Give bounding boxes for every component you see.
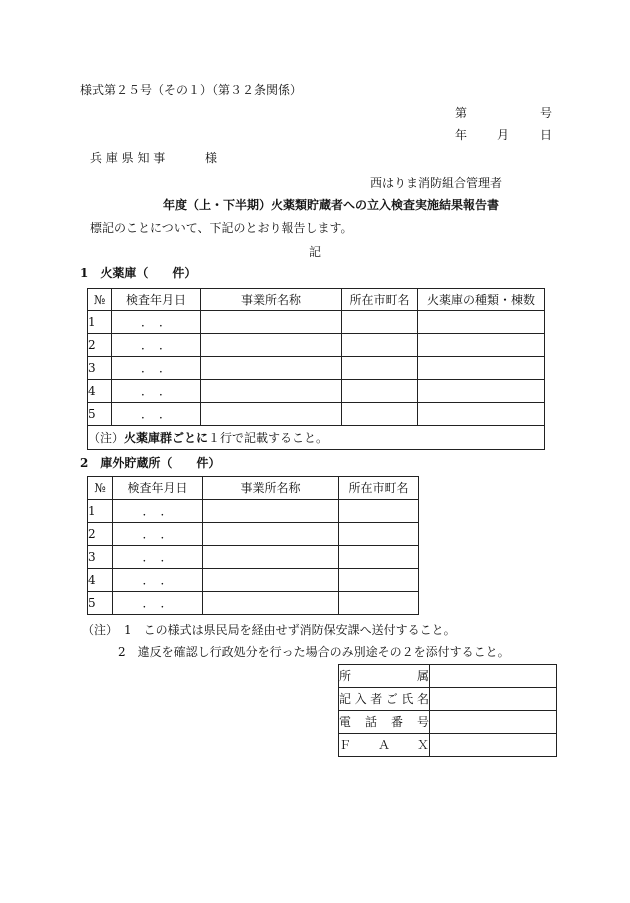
- table-row: [88, 592, 419, 615]
- document-title: 年度（上・下半期）火薬類貯蔵者への立入検査実施結果報告書: [163, 198, 500, 212]
- date-month: 月: [497, 128, 510, 142]
- municipality-cell: [342, 334, 418, 357]
- table-row: [88, 357, 545, 380]
- municipality-cell: [342, 403, 418, 426]
- col-header-business-name: 事業所名称: [201, 289, 342, 311]
- table-note-row: [88, 426, 545, 450]
- municipality-cell: [339, 569, 419, 592]
- business-name-cell: [201, 357, 342, 380]
- section2-heading: 2 庫外貯蔵所（ 件）: [80, 456, 221, 470]
- fax-label: ＦＡＸ: [339, 734, 430, 757]
- table-row: [88, 569, 419, 592]
- business-name-cell: [203, 523, 339, 546]
- row-number: 3: [88, 357, 112, 380]
- row-number: 1: [88, 311, 112, 334]
- affiliation-label: 所属: [339, 665, 430, 688]
- row-number: 1: [88, 500, 113, 523]
- inspection-date-cell: ． ．: [112, 311, 201, 334]
- municipality-cell: [339, 500, 419, 523]
- contact-table: [338, 664, 557, 757]
- municipality-cell: [342, 357, 418, 380]
- table-header-row: [88, 477, 419, 500]
- section1-heading: 1 火薬庫（ 件）: [80, 266, 197, 280]
- outside-storage-table: [87, 476, 419, 615]
- sender: 西はりま消防組合管理者: [370, 176, 503, 190]
- date-year: 年: [455, 128, 468, 142]
- magazine-type-cell: [418, 403, 545, 426]
- inspection-date-cell: ． ．: [113, 523, 203, 546]
- table-header-row: [88, 289, 545, 311]
- table-row: [88, 403, 545, 426]
- ki-mark: 記: [309, 245, 322, 259]
- col-header-municipality: 所在市町名: [342, 289, 418, 311]
- form-number: 様式第２５号（その１）（第３２条関係）: [80, 83, 303, 97]
- footnote-1: （注） 1 この様式は県民局を経由せず消防保安課へ送付すること。: [82, 623, 456, 637]
- business-name-cell: [203, 546, 339, 569]
- col-header-no: №: [88, 477, 113, 500]
- table-row: [88, 523, 419, 546]
- municipality-cell: [339, 523, 419, 546]
- col-header-inspection-date: 検査年月日: [112, 289, 201, 311]
- municipality-cell: [339, 592, 419, 615]
- magazine-type-cell: [418, 334, 545, 357]
- table-row: [88, 334, 545, 357]
- row-number: 4: [88, 569, 113, 592]
- municipality-cell: [342, 311, 418, 334]
- contact-row: [339, 734, 557, 757]
- addressee-honorific: 様: [205, 151, 218, 165]
- col-header-no: №: [88, 289, 112, 311]
- addressee: 兵 庫 県 知 事: [90, 151, 166, 165]
- col-header-inspection-date: 検査年月日: [113, 477, 203, 500]
- fax-value: [430, 734, 557, 757]
- row-number: 2: [88, 334, 112, 357]
- phone-value: [430, 711, 557, 734]
- doc-number-prefix: 第: [455, 106, 468, 120]
- business-name-cell: [203, 500, 339, 523]
- business-name-cell: [203, 569, 339, 592]
- business-name-cell: [203, 592, 339, 615]
- table-row: [88, 500, 419, 523]
- inspection-date-cell: ． ．: [112, 380, 201, 403]
- table-row: [88, 380, 545, 403]
- municipality-cell: [342, 380, 418, 403]
- table-note: [88, 426, 545, 450]
- date-day: 日: [540, 128, 553, 142]
- inspection-date-cell: ． ．: [113, 500, 203, 523]
- author-name-label: 記入者ご氏名: [339, 688, 430, 711]
- magazine-type-cell: [418, 357, 545, 380]
- row-number: 3: [88, 546, 113, 569]
- magazine-type-cell: [418, 311, 545, 334]
- row-number: 4: [88, 380, 112, 403]
- row-number: 2: [88, 523, 113, 546]
- contact-row: [339, 665, 557, 688]
- phone-label: 電話番号: [339, 711, 430, 734]
- inspection-date-cell: ． ．: [112, 357, 201, 380]
- inspection-date-cell: ． ．: [112, 334, 201, 357]
- inspection-date-cell: ． ．: [113, 546, 203, 569]
- contact-row: [339, 688, 557, 711]
- magazine-table: [87, 288, 545, 450]
- business-name-cell: [201, 311, 342, 334]
- inspection-date-cell: ． ．: [113, 592, 203, 615]
- contact-row: [339, 711, 557, 734]
- business-name-cell: [201, 403, 342, 426]
- municipality-cell: [339, 546, 419, 569]
- footnote-2: 2 違反を確認し行政処分を行った場合のみ別途その２を添付すること。: [118, 645, 510, 659]
- table-row: [88, 546, 419, 569]
- row-number: 5: [88, 403, 112, 426]
- business-name-cell: [201, 380, 342, 403]
- row-number: 5: [88, 592, 113, 615]
- note-suffix: １行で記載すること。: [208, 430, 329, 445]
- col-header-magazine-type: 火薬庫の種類・棟数: [418, 289, 545, 311]
- table-row: [88, 311, 545, 334]
- affiliation-value: [430, 665, 557, 688]
- doc-number-suffix: 号: [540, 106, 553, 120]
- magazine-type-cell: [418, 380, 545, 403]
- note-prefix: （注）: [88, 430, 125, 445]
- intro-text: 標記のことについて、下記のとおり報告します。: [90, 221, 353, 235]
- note-emphasis: 火薬庫群ごとに: [124, 430, 209, 445]
- inspection-date-cell: ． ．: [113, 569, 203, 592]
- inspection-date-cell: ． ．: [112, 403, 201, 426]
- col-header-municipality: 所在市町名: [339, 477, 419, 500]
- author-name-value: [430, 688, 557, 711]
- col-header-business-name: 事業所名称: [203, 477, 339, 500]
- business-name-cell: [201, 334, 342, 357]
